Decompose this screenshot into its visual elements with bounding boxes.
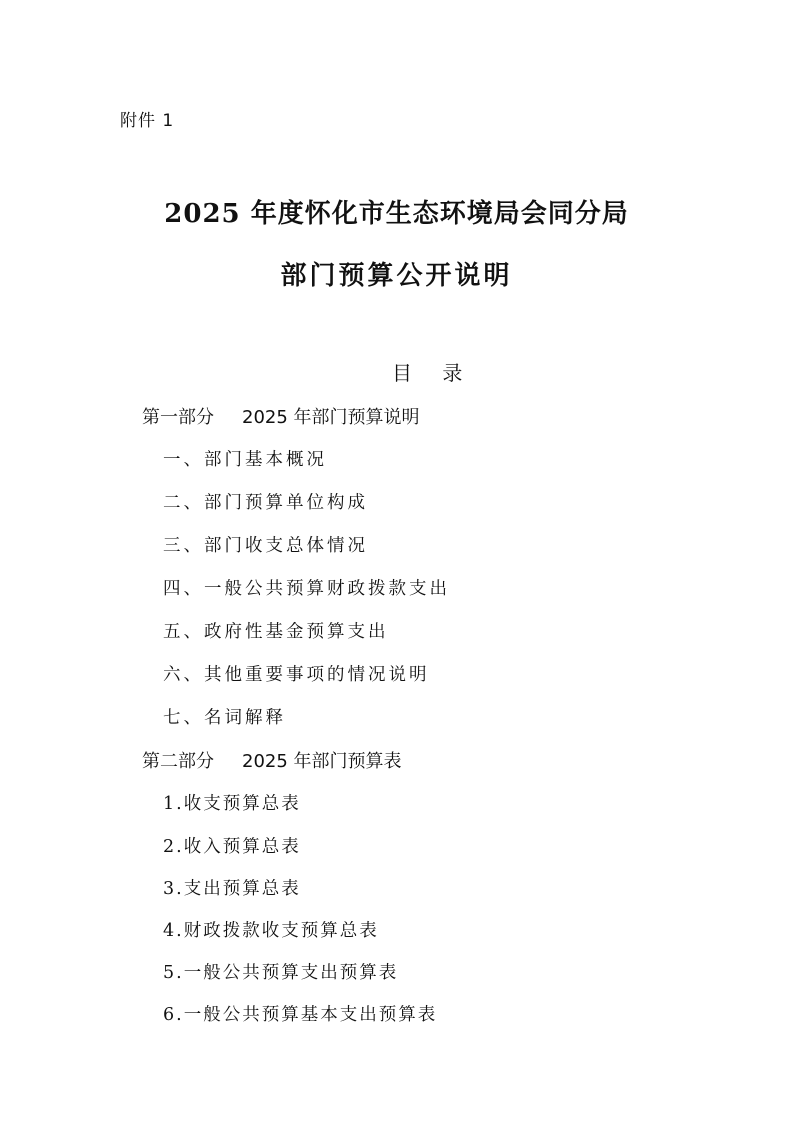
toc-table-item: 6.一般公共预算基本支出预算表 xyxy=(163,1005,438,1025)
toc-item: 五、政府性基金预算支出 xyxy=(163,622,389,642)
attachment-label: 附件 1 xyxy=(120,111,175,131)
document-title-line1: 2025 年度怀化市生态环境局会同分局 xyxy=(164,199,629,229)
toc-table-item: 1.收支预算总表 xyxy=(163,794,301,814)
part2-label: 第二部分 xyxy=(142,751,214,772)
toc-table-item: 4.财政拨款收支预算总表 xyxy=(163,921,379,941)
document-title-line2: 部门预算公开说明 xyxy=(280,261,513,291)
toc-part2-heading xyxy=(142,747,402,773)
toc-item: 六、其他重要事项的情况说明 xyxy=(163,665,430,685)
toc-heading: 目 录 xyxy=(392,361,475,385)
toc-table-item: 5.一般公共预算支出预算表 xyxy=(163,963,399,983)
part1-title: 2025 年部门预算说明 xyxy=(242,407,420,428)
toc-part1-heading xyxy=(142,403,420,429)
toc-item: 四、一般公共预算财政拨款支出 xyxy=(163,579,450,599)
toc-table-item: 2.收入预算总表 xyxy=(163,837,301,857)
part2-title: 2025 年部门预算表 xyxy=(242,751,402,772)
toc-item: 七、名词解释 xyxy=(163,708,286,728)
toc-table-item: 3.支出预算总表 xyxy=(163,879,301,899)
toc-item: 三、部门收支总体情况 xyxy=(163,536,368,556)
toc-item: 一、部门基本概况 xyxy=(163,450,327,470)
part1-label: 第一部分 xyxy=(142,407,214,428)
toc-item: 二、部门预算单位构成 xyxy=(163,493,368,513)
